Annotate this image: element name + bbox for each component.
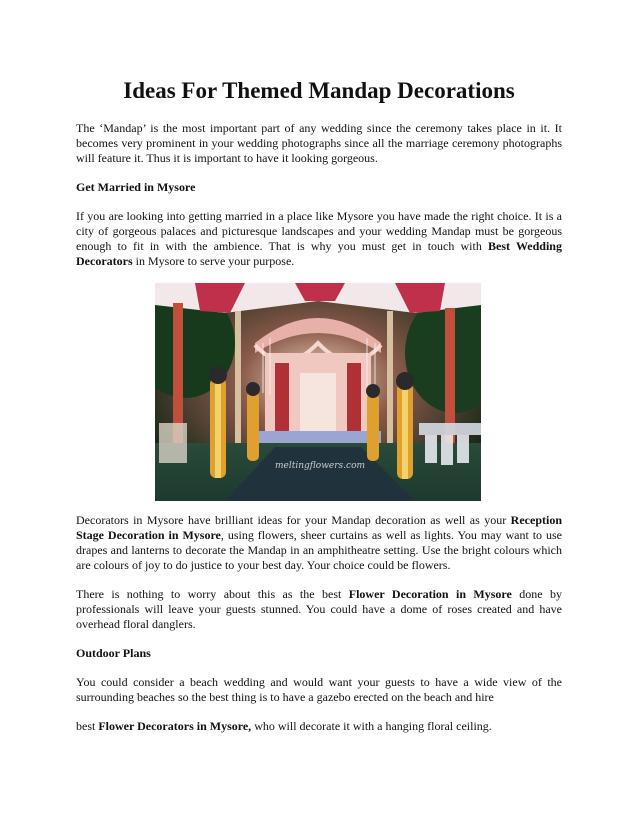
flower-decorators-paragraph xyxy=(76,719,562,734)
page-title: Ideas For Themed Mandap Decorations xyxy=(123,78,515,103)
mysore-text-tail: in Mysore to serve your purpose. xyxy=(132,254,295,268)
flower-decoration-paragraph xyxy=(76,587,562,632)
flower-decorators-tail: who will decorate it with a hanging floral ceiling. xyxy=(251,719,492,733)
decorators-paragraph xyxy=(76,513,562,573)
section-heading-outdoor: Outdoor Plans xyxy=(76,646,151,660)
decorators-text-tail: , using flowers, sheer curtains as well as lights. You may want to use drapes and lanterns to decorate the Mandap in an amphitheatre setting. Use the bright colours which are colours of joy to do justice to your best day. Your choice could be flowers. xyxy=(76,528,562,572)
mandap-photo xyxy=(155,283,481,501)
mysore-text: If you are looking into getting married in a place like Mysore you have made the right choice. It is a city of gorgeous palaces and picturesque landscapes and your wedding Mandap must be gorgeous enough to fit in with the ambience. That is why you must get in touch with xyxy=(76,209,562,253)
flower-decoration-bold: Flower Decoration in Mysore xyxy=(348,587,512,601)
intro-paragraph: The ‘Mandap’ is the most important part of any wedding since the ceremony takes place in it. It becomes very prominent in your wedding photographs since all the marriage ceremony photographs will feature it. Thus it is important to have it looking gorgeous. xyxy=(76,121,562,165)
best-wedding-decorators-bold: Best Wedding Decorators xyxy=(76,239,562,268)
flower-text: There is nothing to worry about this as the best xyxy=(76,587,349,601)
reception-stage-bold: Reception Stage Decoration in Mysore xyxy=(76,513,562,542)
photo-watermark: meltingflowers.com xyxy=(275,461,366,471)
flower-text-tail: done by professionals will leave your guests stunned. You could have a dome of roses created and have overhead floral danglers. xyxy=(76,587,562,631)
decorators-text: Decorators in Mysore have brilliant ideas for your Mandap decoration as well as your xyxy=(76,513,511,527)
outdoor-paragraph: You could consider a beach wedding and would want your guests to have a wide view of the surrounding beaches so the best thing is to have a gazebo erected on the beach and hire xyxy=(76,675,562,704)
section-heading-mysore: Get Married in Mysore xyxy=(76,180,196,194)
mysore-paragraph xyxy=(76,209,562,269)
flower-decorators-bold: Flower Decorators in Mysore, xyxy=(98,719,252,733)
document-body xyxy=(76,78,562,748)
best-text: best xyxy=(76,719,99,733)
